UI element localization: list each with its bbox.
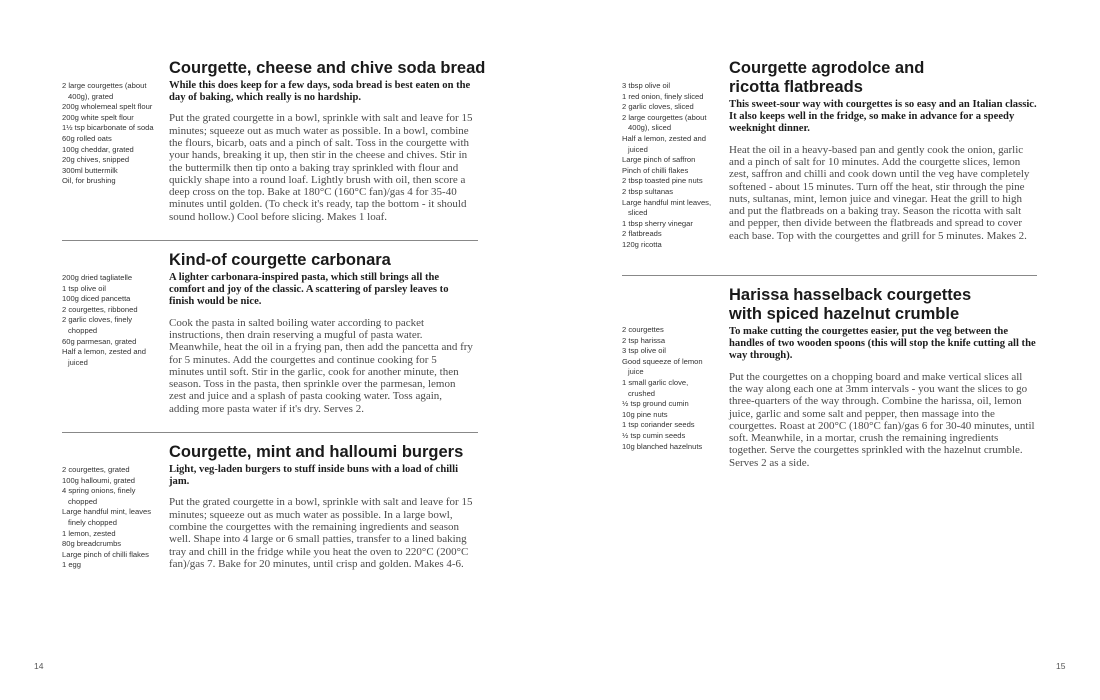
recipe-method: Put the courgettes on a chopping board and make vertical slices all the way along each one at 3mm intervals - you want the slices to go three-quarters of the way through. Combine the harissa, oil, lemon juice, garlic and some salt and pepper, then massage into the courgettes. Roast at 200°C (180°C fan)/gas 6 for 30-40 minutes, until soft. Meanwhile, in a mortar, crush the remaining ingredients together. Serve the courgettes sprinkled with the hazelnut crumble. Serves 2 as a side. [729,370,1035,469]
section-divider [62,432,478,433]
ingredient-item: Large handful mint, leaves finely chopped [62,507,152,527]
ingredient-item: 2 flatbreads [622,229,662,239]
ingredient-list [622,325,717,452]
recipe-body [169,59,486,223]
ingredient-item: Large pinch of chilli flakes [62,549,149,559]
ingredient-item: 1 small garlic clove, crushed [622,377,689,398]
recipe-method: Heat the oil in a heavy-based pan and gently cook the onion, garlic and a pinch of salt for 10 minutes. Add the courgette slices, lemon zest, saffron and chilli and cook down until the veg have completely softened - about 15 minutes. Turn off the heat, stir through the pine nuts, sultanas, mint, lemon juice and vinegar. Heat the grill to high and put the flatbreads on a baking tray. Season the ricotta with salt and pepper, then divide between the flatbreads and spread to cover each base. Top with the courgettes and grill for 5 minutes. Makes 2. [729,143,1030,242]
ingredient-item: 10g pine nuts [622,409,668,419]
ingredient-item: 1 egg [62,560,82,570]
ingredient-item: 2 large courgettes (about 400g), grated [62,81,147,101]
ingredient-item: 2 large courgettes (about 400g), sliced [622,112,707,133]
ingredient-item: 200g dried tagliatelle [62,273,133,282]
ingredient-item: Pinch of chilli flakes [622,165,689,175]
recipe-title: Courgette, mint and halloumi burgers [169,443,464,461]
ingredient-item: 3 tbsp olive oil [622,81,671,90]
section-divider [62,240,478,241]
ingredient-item: 60g rolled oats [62,133,112,143]
right-page [550,0,1100,700]
recipe-intro: Light, veg-laden burgers to stuff inside buns with a load of chilli jam. [169,464,459,488]
ingredient-item: 200g white spelt flour [62,112,134,122]
recipe-intro: To make cutting the courgettes easier, put the veg between the handles of two wooden spoons (this will stop the knife cutting all the way through). [729,326,1036,362]
ingredient-item: 1 tsp coriander seeds [622,420,695,430]
ingredient-item: Oil, for brushing [62,176,116,186]
recipe-body [729,286,1037,469]
recipe-method: Cook the pasta in salted boiling water according to packet instructions, then drain reserving a mugful of pasta water. Meanwhile, heat the oil in a frying pan, then add the pancetta and fry for 5 minutes. Add the courgettes and continue cooking for 5 minutes until soft. Stir in the garlic, cook for another minute, then season. Toss in the pasta, then sprinkle over the parmesan, lemon zest and juice and a splash of pasta cooking water. Toss again, adding more pasta water if it's dry. Serves 2. [169,316,473,415]
ingredient-item: 100g cheddar, grated [62,144,134,154]
ingredient-item: 1 tbsp sherry vinegar [622,218,693,228]
recipe-body [729,59,1037,242]
ingredient-list [62,273,157,368]
ingredient-item: 2 tbsp sultanas [622,186,674,196]
recipe-body [169,443,476,570]
ingredient-item: 1 red onion, finely sliced [622,91,704,101]
recipe-title: Courgette, cheese and chive soda bread [169,59,486,77]
recipe-title: Harissa hasselback courgettes with spiced hazelnut crumble [729,286,972,323]
recipe-body [169,251,474,415]
ingredient-item: Half a lemon, zested and juiced [622,133,707,154]
ingredient-item: 1 lemon, zested [62,528,116,538]
recipe-intro: While this does keep for a few days, soda bread is best eaten on the day of baking, which really is no hardship. [169,80,471,104]
ingredient-list [62,81,157,187]
ingredient-item: 2 courgettes, grated [62,465,130,474]
section-divider [622,275,1037,276]
ingredient-item: Half a lemon, zested and juiced [62,347,147,367]
ingredient-item: 100g diced pancetta [62,294,131,304]
recipe-title: Courgette agrodolce and ricotta flatbreads [729,59,925,96]
ingredient-list [62,465,157,571]
ingredient-item: 100g halloumi, grated [62,475,136,485]
ingredient-item: 4 spring onions, finely chopped [62,486,136,506]
ingredient-item: 80g breadcrumbs [62,539,122,549]
ingredient-item: 200g wholemeal spelt flour [62,102,153,112]
ingredient-item: Large handful mint leaves, sliced [622,197,712,218]
ingredient-item: 2 tbsp toasted pine nuts [622,176,703,186]
ingredient-item: 60g parmesan, grated [62,336,137,346]
ingredient-item: 2 tsp harissa [622,335,666,345]
ingredient-item: 3 tsp olive oil [622,346,666,356]
ingredient-item: 20g chives, snipped [62,155,130,165]
ingredient-item: 300ml buttermilk [62,165,118,175]
ingredient-item: 1 tsp olive oil [62,283,106,293]
ingredient-item: 1½ tsp bicarbonate of soda [62,123,154,133]
ingredient-item: 120g ricotta [622,239,662,249]
ingredient-item: ½ tsp cumin seeds [622,430,686,440]
ingredient-item: 2 courgettes, ribboned [62,304,138,314]
ingredient-item: 10g blanched hazelnuts [622,441,703,451]
ingredient-item: Large pinch of saffron [622,155,696,165]
ingredient-item: ½ tsp ground cumin [622,399,689,409]
page-number: 14 [34,661,44,671]
ingredient-list [622,81,717,251]
ingredient-item: 2 garlic cloves, sliced [622,102,694,112]
ingredient-item: 2 garlic cloves, finely chopped [62,315,133,335]
recipe-intro: A lighter carbonara-inspired pasta, which still brings all the comfort and joy of the classic. A scattering of parsley leaves to finish would be nice. [169,272,449,308]
page-number: 15 [1056,661,1066,671]
recipe-method: Put the grated courgette in a bowl, sprinkle with salt and leave for 15 minutes; squeeze out as much water as possible. In a bowl, combine the flours, bicarb, oats and a pinch of salt. Toss in the courgette with your hands, breaking it up, then stir in the cheese and chives. Stir in the buttermilk then tip onto a baking tray sprinkled with flour and quickly shape into a round loaf. Lightly brush with oil, then score a deep cross on the top. Bake at 180°C (160°C fan)/gas 4 for 35-40 minutes until golden. (To check it's ready, tap the bottom - it should sound hollow.) Cool before slicing. Makes 1 loaf. [169,112,473,223]
recipe-title: Kind-of courgette carbonara [169,251,391,269]
recipe-intro: This sweet-sour way with courgettes is so easy and an Italian classic. It also keeps well in the fridge, so make in advance for a speedy weeknight dinner. [729,99,1037,135]
recipe-method: Put the grated courgette in a bowl, sprinkle with salt and leave for 15 minutes; squeeze out as much water as possible. In a large bowl, combine the courgettes with the remaining ingredients and season well. Shape into 4 large or 6 small patties, transfer to a lined baking tray and chill in the fridge while you heat the oven to 220°C (200°C fan)/gas 7. Bake for 20 minutes, until crisp and golden. Makes 4-6. [169,496,473,570]
ingredient-item: Good squeeze of lemon juice [622,356,703,377]
ingredient-item: 2 courgettes [622,325,664,334]
